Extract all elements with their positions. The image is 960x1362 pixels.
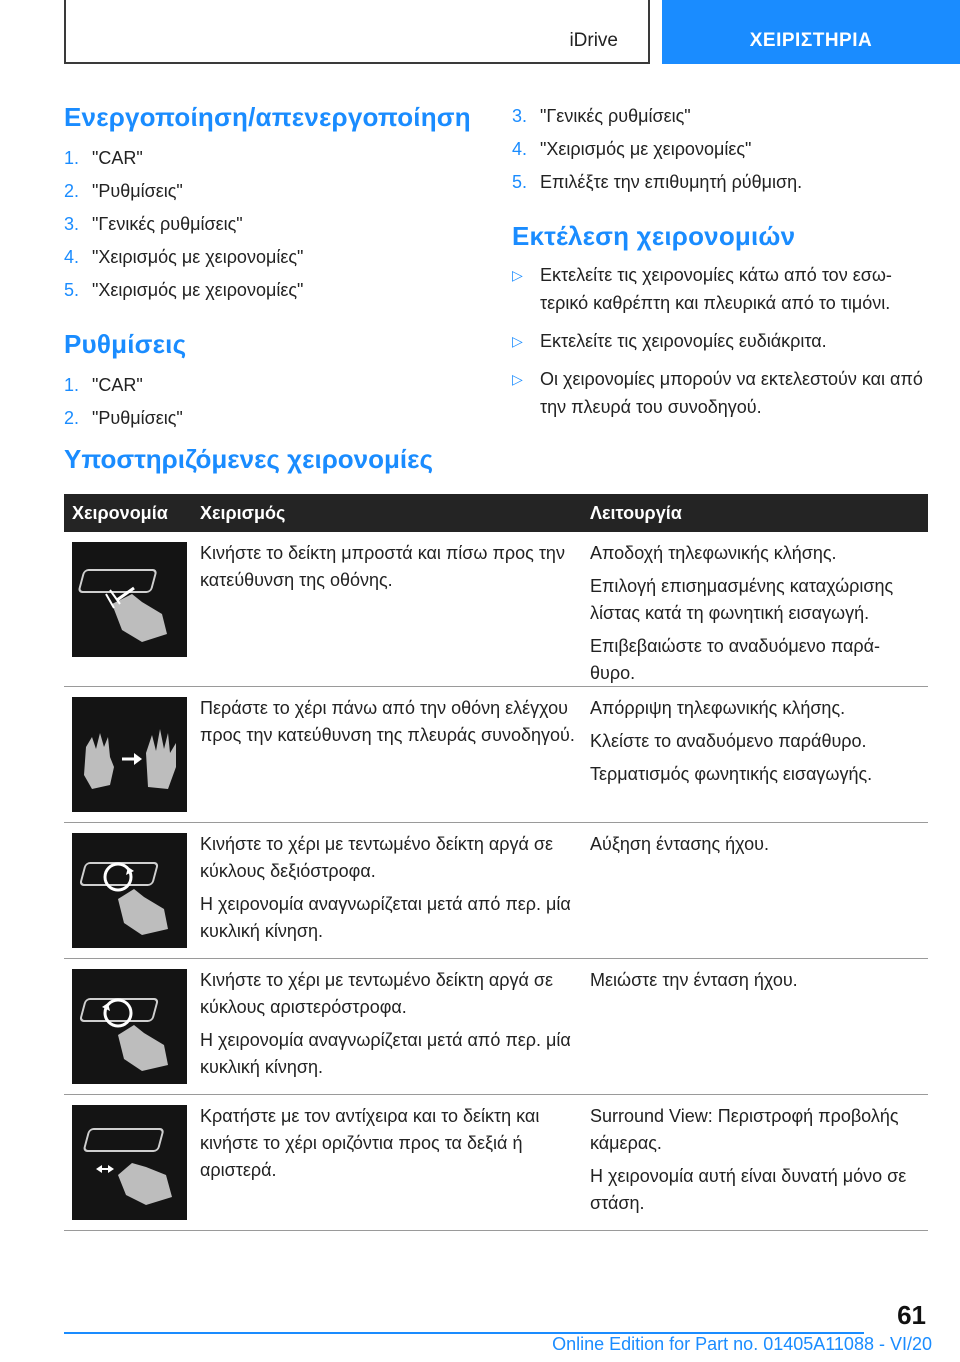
gestures-table [64, 494, 928, 1231]
continued-steps [512, 100, 932, 199]
step-item [64, 274, 484, 307]
triangle-bullet-icon: ▷ [512, 267, 523, 283]
operation-text: Περάστε το χέρι πάνω από την οθόνη ελέγχου προς την κατεύθυνση της πλευράς συνοδηγού. [200, 698, 575, 745]
operation-text: Κινήστε το χέρι με τεντωμένο δείκτη αργά σε κύκλους αριστερόστροφα. [200, 970, 554, 1017]
thumb-index-swipe-gesture-icon [72, 1105, 187, 1220]
function-cell [590, 1095, 928, 1230]
gesture-image-cell [64, 687, 200, 822]
execute-bullets [512, 261, 932, 421]
step-item [64, 402, 484, 435]
function-cell [590, 532, 928, 686]
function-text: Τερματισμός φωνητικής εισαγωγής. [590, 764, 873, 784]
left-column [64, 100, 484, 435]
step-item [64, 175, 484, 208]
step-text: "Ρυθμίσεις" [92, 181, 183, 201]
bullet-text: Οι χειρονομίες μπορούν να εκτελεστούν και από την πλευρά του συνοδηγού. [540, 369, 923, 417]
step-text: "Ρυθμίσεις" [92, 408, 183, 428]
bullet-item [512, 261, 932, 317]
operation-text: Η χειρονομία αναγνωρίζεται μετά από περ. μία κυκλική κίνηση. [200, 894, 571, 941]
step-item [64, 369, 484, 402]
section-title: iDrive [569, 30, 618, 51]
step-text: "CAR" [92, 375, 143, 395]
step-item [64, 241, 484, 274]
operation-text: Κινήστε το χέρι με τεντωμένο δείκτη αργά σε κύκλους δεξιόστροφα. [200, 834, 554, 881]
operation-cell [200, 532, 590, 686]
function-text: Επιβεβαιώστε το αναδυόμενο παράθυρο. [590, 636, 881, 683]
settings-heading: Ρυθμίσεις [64, 329, 187, 359]
circle-counterclockwise-gesture-icon [72, 969, 187, 1084]
page-number: 61 [897, 1300, 926, 1330]
header-function: Λειτουργία [590, 503, 682, 523]
execute-heading: Εκτέλεση χειρονομιών [512, 221, 796, 251]
operation-cell [200, 1095, 590, 1230]
bullet-item [512, 365, 932, 421]
function-text: Κλείστε το αναδυόμενο παράθυρο. [590, 731, 867, 751]
triangle-bullet-icon: ▷ [512, 333, 523, 349]
gesture-image-cell [64, 959, 200, 1094]
function-text: Επιλογή επισημασμένης καταχώρισης λίστας κατά τη φωνητική εισαγωγή. [590, 576, 894, 623]
table-row [64, 687, 928, 823]
gesture-image-cell [64, 1095, 200, 1230]
operation-cell [200, 959, 590, 1094]
gesture-image-cell [64, 823, 200, 958]
step-number: 3. [64, 214, 80, 234]
activate-steps [64, 142, 484, 307]
step-text: "Χειρισμός με χειρονομίες" [540, 139, 752, 159]
function-text: Μειώστε την ένταση ήχου. [590, 970, 798, 990]
operation-text: Κινήστε το δείκτη μπροστά και πίσω προς την κατεύθυνση της οθόνης. [200, 543, 565, 590]
triangle-bullet-icon: ▷ [512, 371, 523, 387]
function-text: Αύξηση έντασης ήχου. [590, 834, 769, 854]
point-forward-gesture-icon [72, 542, 187, 657]
step-item [512, 100, 932, 133]
circle-clockwise-gesture-icon [72, 833, 187, 948]
step-text: "Χειρισμός με χειρονομίες" [92, 247, 304, 267]
step-text: "Χειρισμός με χειρονομίες" [92, 280, 304, 300]
table-row [64, 532, 928, 687]
operation-cell [200, 687, 590, 822]
swipe-hand-gesture-icon [72, 697, 187, 812]
function-cell [590, 959, 928, 1094]
function-text: Surround View: Περιστροφή προβολής κάμερας. [590, 1106, 899, 1153]
step-text: "Γενικές ρυθμίσεις" [540, 106, 691, 126]
step-item [64, 208, 484, 241]
step-number: 1. [64, 375, 80, 395]
function-cell [590, 687, 928, 822]
bullet-item [512, 327, 932, 355]
operation-text: Η χειρονομία αναγνωρίζεται μετά από περ. μία κυκλική κίνηση. [200, 1030, 571, 1077]
operation-text: Κρατήστε με τον αντίχειρα και το δείκτη και κινήστε το χέρι οριζόντια προς τα δεξιά ή αριστερά. [200, 1106, 540, 1180]
gestures-table-title: Υποστηριζόμενες χειρονομίες [64, 444, 434, 474]
header-operation: Χειρισμός [200, 503, 286, 523]
right-column [512, 100, 932, 431]
step-number: 4. [64, 247, 80, 267]
function-text: Η χειρονομία αυτή είναι δυνατή μόνο σε στάση. [590, 1166, 907, 1213]
step-item [512, 133, 932, 166]
step-number: 4. [512, 139, 528, 159]
chapter-tab: ΧΕΙΡΙΣΤΗΡΙΑ [662, 0, 960, 64]
table-row [64, 1095, 928, 1231]
step-item [64, 142, 484, 175]
activate-heading: Ενεργοποίηση/απενεργοποίηση [64, 102, 471, 132]
bullet-text: Εκτελείτε τις χειρονομίες κάτω από τον εσωτερικό καθρέπτη και πλευρικά από το τιμόνι. [540, 265, 892, 313]
step-number: 5. [512, 172, 528, 192]
function-text: Απόρριψη τηλεφωνικής κλήσης. [590, 698, 846, 718]
settings-steps [64, 369, 484, 435]
function-cell [590, 823, 928, 958]
table-header [64, 494, 928, 532]
step-text: "Γενικές ρυθμίσεις" [92, 214, 243, 234]
step-text: "CAR" [92, 148, 143, 168]
table-row [64, 823, 928, 959]
step-text: Επιλέξτε την επιθυμητή ρύθμιση. [540, 172, 803, 192]
table-row [64, 959, 928, 1095]
operation-cell [200, 823, 590, 958]
bullet-text: Εκτελείτε τις χειρονομίες ευδιάκριτα. [540, 331, 827, 351]
step-number: 2. [64, 181, 80, 201]
header-frame [64, 0, 650, 64]
step-number: 3. [512, 106, 528, 126]
edition-text: Online Edition for Part no. 01405A11088 - VI/20 [552, 1334, 932, 1354]
step-number: 1. [64, 148, 80, 168]
gesture-image-cell [64, 532, 200, 686]
header-gesture: Χειρονομία [72, 503, 168, 523]
step-number: 2. [64, 408, 80, 428]
step-item [512, 166, 932, 199]
function-text: Αποδοχή τηλεφωνικής κλήσης. [590, 543, 837, 563]
step-number: 5. [64, 280, 80, 300]
